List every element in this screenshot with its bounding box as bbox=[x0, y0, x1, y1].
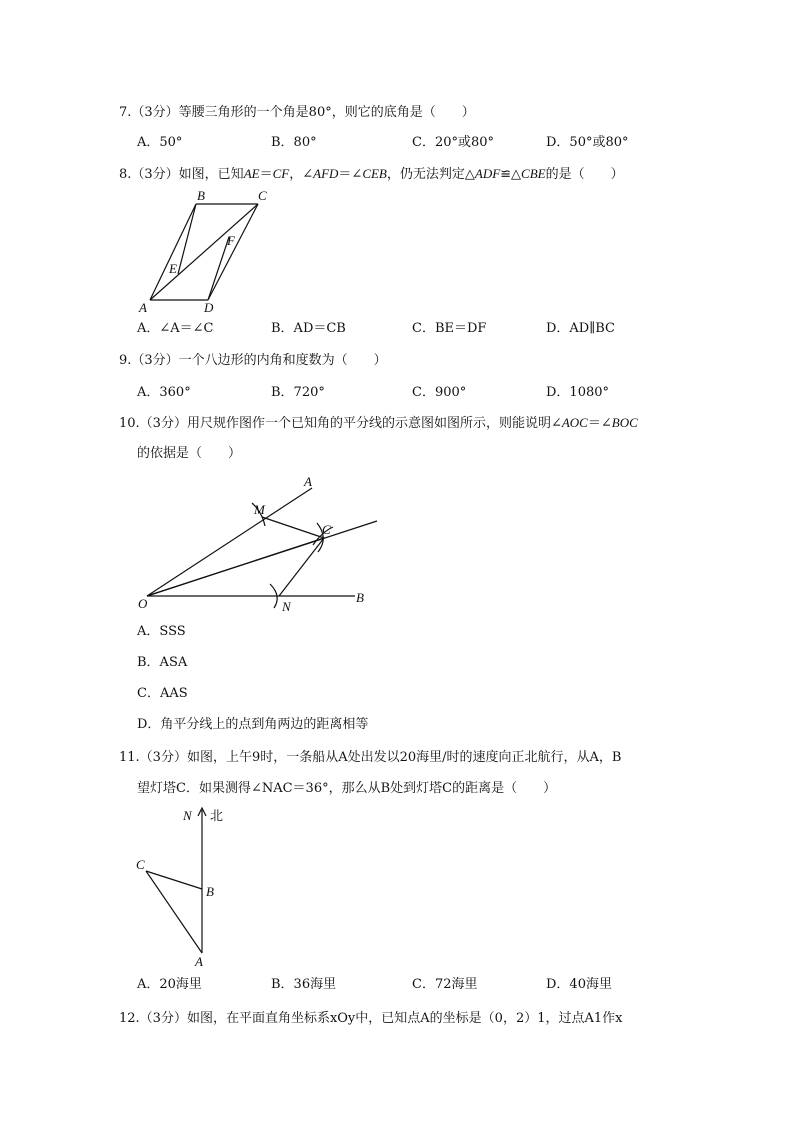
q10-stem-line1: 10.（3分）用尺规作图作一个已知角的平分线的示意图如图所示，则能说明∠AOC＝∠BOC bbox=[119, 415, 638, 431]
q8-stem: 8.（3分）如图，已知AE＝CF，∠AFD＝∠CEB，仍无法判定△ADF≌△CBE的是（ ） bbox=[119, 166, 624, 182]
q8-label-e: E bbox=[169, 261, 177, 276]
q8-label-b: B bbox=[197, 188, 205, 203]
q9-option-d: D．1080° bbox=[546, 385, 610, 400]
q10-label-o: O bbox=[138, 596, 148, 611]
q8-label-a: A bbox=[139, 300, 147, 315]
q8-option-d: D．AD∥BC bbox=[546, 321, 615, 336]
q11-label-b: B bbox=[206, 884, 214, 899]
q10-label-b: B bbox=[356, 590, 364, 605]
q11-option-a: A．20海里 bbox=[137, 977, 202, 992]
q10-option-a: A．SSS bbox=[137, 624, 186, 639]
q11-option-c: C．72海里 bbox=[412, 977, 478, 992]
q9-stem: 9.（3分）一个八边形的内角和度数为（ ） bbox=[119, 353, 387, 368]
q8-label-f: F bbox=[227, 233, 235, 248]
q7-stem: 7.（3分）等腰三角形的一个角是80°，则它的底角是（ ） bbox=[119, 105, 475, 120]
q10-label-m: M bbox=[254, 502, 265, 517]
q10-option-b: B．ASA bbox=[137, 655, 188, 670]
q9-option-c: C．900° bbox=[412, 385, 467, 400]
q8-option-c: C．BE＝DF bbox=[412, 321, 487, 336]
q10-stem-line2: 的依据是（ ） bbox=[137, 446, 242, 461]
q11-label-north: 北 bbox=[210, 809, 224, 824]
q10-label-a: A bbox=[304, 474, 312, 489]
q10-option-d: D．角平分线上的点到角两边的距离相等 bbox=[137, 717, 369, 732]
q10-label-c: C bbox=[322, 522, 331, 537]
q10-option-c: C．AAS bbox=[137, 686, 188, 701]
q7-option-d: D．50°或80° bbox=[546, 135, 629, 150]
q9-option-b: B．720° bbox=[271, 385, 325, 400]
q8-option-a: A．∠A＝∠C bbox=[137, 321, 214, 336]
q11-stem-line1: 11.（3分）如图，上午9时，一条船从A处出发以20海里/时的速度向正北航行，从A，B bbox=[119, 750, 622, 765]
q11-stem-line2: 望灯塔C．如果测得∠NAC＝36°，那么从B处到灯塔C的距离是（ ） bbox=[137, 781, 557, 796]
q7-option-b: B．80° bbox=[271, 135, 317, 150]
q11-option-b: B．36海里 bbox=[271, 977, 337, 992]
q8-option-b: B．AD＝CB bbox=[271, 321, 346, 336]
q11-option-d: D．40海里 bbox=[546, 977, 612, 992]
q8-label-d: D bbox=[204, 300, 214, 315]
q11-label-a: A bbox=[195, 954, 203, 969]
q7-option-c: C．20°或80° bbox=[412, 135, 495, 150]
q9-option-a: A．360° bbox=[137, 385, 191, 400]
q7-option-a: A．50° bbox=[137, 135, 183, 150]
q8-label-c: C bbox=[258, 188, 267, 203]
q10-label-n: N bbox=[282, 599, 291, 614]
q11-label-n: N bbox=[183, 808, 192, 823]
q12-stem: 12.（3分）如图，在平面直角坐标系xOy中，已知点A的坐标是（0，2）1，过点A1作x bbox=[119, 1011, 623, 1026]
q11-label-c: C bbox=[136, 857, 145, 872]
